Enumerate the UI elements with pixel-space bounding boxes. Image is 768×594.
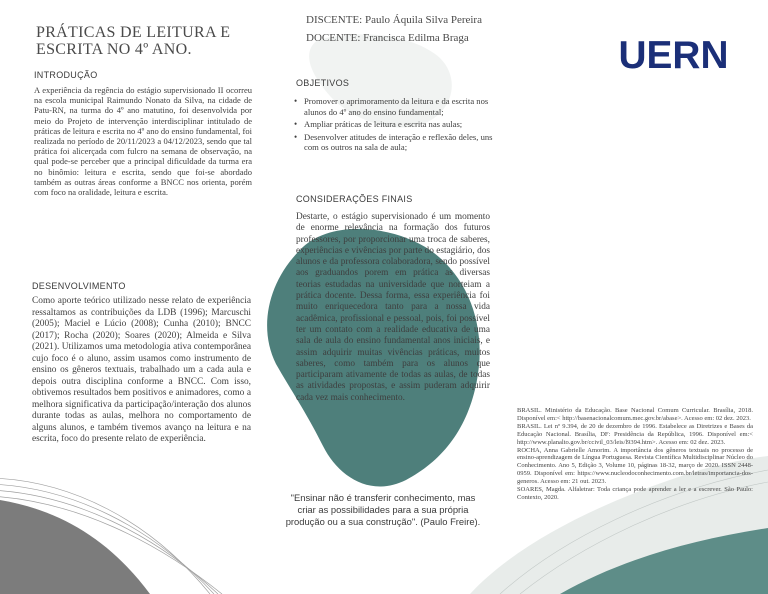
- objetivo-item: • Desenvolver atitudes de interação e reflexão deles, uns com os outros na sala de aula;: [296, 132, 501, 153]
- desenvolvimento-text: Como aporte teórico utilizado nesse relato de experiência ressaltamos as contribuições da LDB (1996); Marcuschi (2005); Maciel e Lúcio (2008); Cunha (2010); BNCC (2017); Rocha (2020); Soares (2020); Almeida e Silva (2021). Utilizamos uma metodologia ativa contemporânea cujo foco é o aluno, assim usamos como instrumento de ensino os gêneros textuais, trabalhado um a cada aula e depois outra disciplina conforme a BNCC. Com isso, obtivemos resultados bem positivos e animadores, como a melhora significativa da participação/interação dos alunos durante todas as aulas, melhora no comportamento de alguns alunos, e também tivemos avanço na leitura e na escrita, foco do presente relato de experiência.: [32, 296, 251, 444]
- uern-logo-text: UERN: [618, 34, 729, 75]
- desenvolvimento-heading: DESENVOLVIMENTO: [32, 281, 126, 291]
- desenvolvimento-section: [32, 281, 251, 446]
- reference-item: ROCHA, Anna Gabrielle Amorim. A importância dos gêneros textuais no processo de ensino-aprendizagem de Língua Portuguesa. Revista Científica Multidisciplinar Núcleo do Conhecimento. Ano 5, Edição 3, Volume 10, páginas 18-32, março de 2020. ISSN 2448-0959. Disponível em: https://www.nucleodoconhecimento.com.br/letras/importancia-dos-generos. Acesso em: 21 out. 2023.: [517, 446, 753, 486]
- reference-item: BRASIL. Ministério da Educação. Base Nacional Comum Curricular. Brasília, 2018. Disponível em:< http://basenacionalcomum.mec.gov.br/abase>. Acesso em: 02 dez. 2023.: [517, 407, 753, 422]
- reference-item: SOARES, Magda. Alfaletrar: Toda criança pode aprender a ler e a escrever. São Paulo: Contexto, 2020.: [517, 486, 753, 501]
- objetivo-item: • Promover o aprimoramento da leitura e da escrita nos alunos do 4º ano do ensino fundamental;: [296, 96, 501, 117]
- objetivos-section: [296, 78, 501, 155]
- paulo-freire-quote: "Ensinar não é transferir conhecimento, mas criar as possibilidades para a sua própria produção ou a sua construção". (Paulo Freire).: [285, 492, 481, 527]
- consideracoes-heading: CONSIDERAÇÕES FINAIS: [296, 194, 413, 204]
- objetivo-item: • Ampliar práticas de leitura e escrita nas aulas;: [296, 119, 501, 130]
- reference-item: BRASIL. Lei nº 9.394, de 20 de dezembro de 1996. Estabelece as Diretrizes e Bases da Educação Nacional. Brasília, DF: Presidência da República, 1996. Disponível em:< http://www.planalto.gov.br/ccivil_03/leis/l9394.htm>. Acesso em: 02 dez. 2023.: [517, 422, 753, 446]
- docente-line: DOCENTE: Francisca Edilma Braga: [306, 32, 469, 44]
- uern-logo: [617, 33, 730, 75]
- introducao-section: [34, 70, 252, 197]
- objetivos-list: [296, 96, 501, 153]
- authors-block: [306, 11, 506, 47]
- referencias-section: [517, 407, 753, 502]
- grey-wave-bottom-left: [0, 500, 150, 594]
- introducao-heading: INTRODUÇÃO: [34, 70, 98, 80]
- consideracoes-section: [296, 194, 490, 404]
- consideracoes-text: Destarte, o estágio supervisionado é um momento de enorme relevância na formação dos futuros professores, por proporcionar uma troca de saberes, experiências e vivências por parte do estagiário, dos alunos e da professora colaboradora, sendo possível aos graduandos porem em prática as diversas teorias estudadas na universidade que norteiam a prática docente. Dessa forma, essa experiência foi muito enriquecedora tanto para a nossa vida acadêmica, profissional e pessoal, pois, foi possível ter um contato com a realidade educativa de uma sala de aula do ensino fundamental anos iniciais, e assim adquirir muitas vivências práticas, muitos saberes, como também para os alunos que participaram ativamente de todas as aulas, de todas as atividades propostas, e assim puderam adquirir cada vez mais conhecimento.: [296, 212, 490, 403]
- introducao-text: A experiência da regência do estágio supervisionado II ocorreu na escola municipal Raimundo Nonato da Silva, na cidade de Patu-RN, na turma do 4º ano matutino, foi desenvolvida por meio do Projeto de intervenção interdisciplinar intitulado de práticas de leitura e escrita no 4º ano do ensino fundamental, foi realizada no período de 20/11/2023 a 04/12/2023, sendo que tal prática foi alicerçada com fulcro na semana de observação, na qual pode-se perceber que a principal dificuldade da turma era no binômio: leitura e escrita, sendo que foi-se abordado também as outras áreas conforme a BNCC nos orienta, porém com foco na oralidade, leitura e escrita.: [34, 85, 252, 198]
- poster-title: PRÁTICAS DE LEITURA E ESCRITA NO 4º ANO.: [36, 24, 231, 58]
- objetivos-heading: OBJETIVOS: [296, 78, 350, 88]
- discente-line: DISCENTE: Paulo Áquila Silva Pereira: [306, 14, 482, 26]
